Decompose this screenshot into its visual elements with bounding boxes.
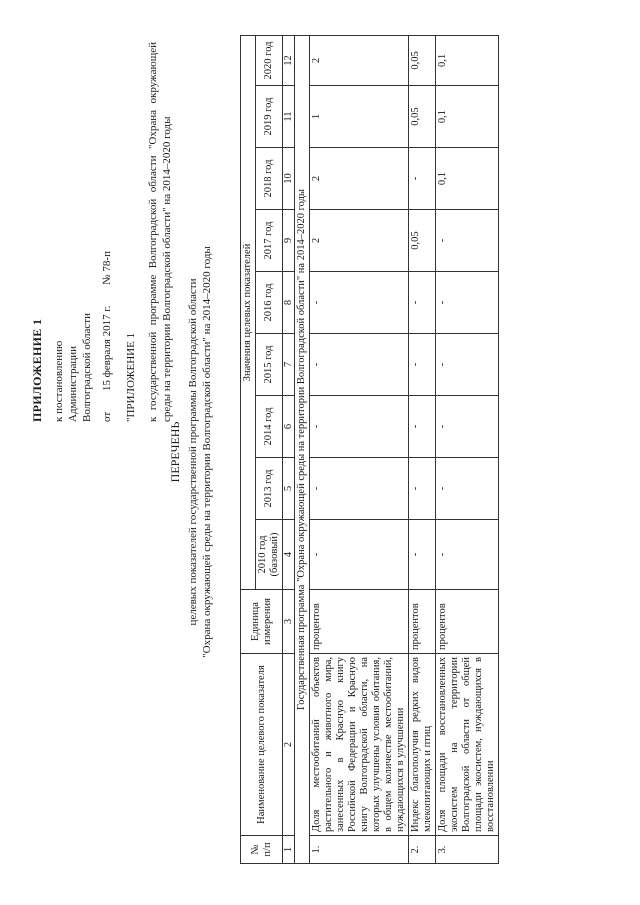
indicator-name: Доля площади восстановленных экосистем на территории Волгоградской области от общей площади экосистем, нуждающихся в восстановлении xyxy=(436,654,499,836)
indicators-table xyxy=(240,35,499,864)
document-title xyxy=(168,52,214,852)
indicator-unit: процентов xyxy=(409,590,436,654)
value-cell: - xyxy=(436,458,499,520)
value-cell: - xyxy=(409,272,436,334)
column-number: 3 xyxy=(283,590,295,654)
value-cell: 2 xyxy=(310,210,409,272)
header-year: 2015 год xyxy=(256,334,283,396)
value-cell: - xyxy=(409,396,436,458)
column-number: 11 xyxy=(283,86,295,148)
column-number: 12 xyxy=(283,35,295,85)
indicator-unit: процентов xyxy=(310,590,409,654)
header-year: 2013 год xyxy=(256,458,283,520)
value-cell: - xyxy=(436,272,499,334)
row-number: 1. xyxy=(310,836,409,864)
value-cell: - xyxy=(436,210,499,272)
value-cell: - xyxy=(310,396,409,458)
title-line-2: "Охрана окружающей среды на территории Волгоградской области" на 2014–2020 годы xyxy=(201,246,213,658)
document-page xyxy=(10,12,630,892)
header-year: 2010 год (базовый) xyxy=(256,520,283,590)
indicator-name: Доля местообитаний объектов растительного и животного мира, занесенных в Красную книгу Российской Федерации и Красную книгу Волгоградской области, на которых улучшены условия обитания, в общем количестве местообитаний, нуждающихся в улучшении xyxy=(310,654,409,836)
table-row xyxy=(436,35,499,863)
header-year: 2014 год xyxy=(256,396,283,458)
value-cell: 2 xyxy=(310,148,409,210)
program-reference: к государственной программе Волгоградской области "Охрана окружающей среды на территории Волгоградской области" на 2014–2020 годы xyxy=(147,42,173,422)
value-cell: 0,05 xyxy=(409,210,436,272)
indicator-unit: процентов xyxy=(436,590,499,654)
column-number: 9 xyxy=(283,210,295,272)
header-year: 2019 год xyxy=(256,86,283,148)
value-cell: 0,1 xyxy=(436,148,499,210)
header-year: 2018 год xyxy=(256,148,283,210)
header-unit: Единица измерения xyxy=(241,590,283,654)
value-cell: 2 xyxy=(310,35,409,85)
value-cell: - xyxy=(409,458,436,520)
value-cell: - xyxy=(409,520,436,590)
column-number: 4 xyxy=(283,520,295,590)
value-cell: 0,05 xyxy=(409,35,436,85)
value-cell: - xyxy=(310,334,409,396)
header-year: 2017 год xyxy=(256,210,283,272)
indicator-name: Индекс благополучия редких видов млекопитающих и птиц xyxy=(409,654,436,836)
value-cell: 0,05 xyxy=(409,86,436,148)
resolution-number: 78-п xyxy=(101,251,113,272)
title-line-1: целевых показателей государственной программы Волгоградской области xyxy=(187,278,199,626)
value-cell: 0,1 xyxy=(436,35,499,85)
value-cell: - xyxy=(409,148,436,210)
column-number: 1 xyxy=(283,836,295,864)
title-main: ПЕРЕЧЕНЬ xyxy=(168,421,182,483)
table-row xyxy=(310,35,409,863)
header-num: № п/п xyxy=(241,836,283,864)
table-row xyxy=(409,35,436,863)
column-number: 8 xyxy=(283,272,295,334)
region-line: Волгоградской области xyxy=(81,313,93,422)
column-number: 6 xyxy=(283,396,295,458)
resolution-line: к постановлению xyxy=(53,340,65,422)
resolution-date: от 15 февраля 2017 г. № 78-п xyxy=(101,251,113,422)
date-value: 15 февраля 2017 г. xyxy=(101,305,113,392)
header-values-group: Значения целевых показателей xyxy=(241,35,256,589)
appendix-header xyxy=(30,42,174,422)
row-number: 3. xyxy=(436,836,499,864)
header-year: 2020 год xyxy=(256,35,283,85)
header-name: Наименование целевого показателя xyxy=(241,654,283,836)
header-year: 2016 год xyxy=(256,272,283,334)
value-cell: - xyxy=(310,458,409,520)
value-cell: - xyxy=(436,396,499,458)
row-number: 2. xyxy=(409,836,436,864)
value-cell: - xyxy=(409,334,436,396)
appendix-quoted-label: "ПРИЛОЖЕНИЕ 1 xyxy=(125,332,137,422)
administration-line: Администрации xyxy=(67,345,79,422)
value-cell: - xyxy=(436,334,499,396)
value-cell: - xyxy=(310,520,409,590)
column-numbers-row xyxy=(283,35,295,863)
column-number: 10 xyxy=(283,148,295,210)
value-cell: 1 xyxy=(310,86,409,148)
program-row: Государственная программа "Охрана окружающей среды на территории Волгоградской области" на 2014–2020 годы xyxy=(295,35,310,863)
column-number: 5 xyxy=(283,458,295,520)
column-number: 2 xyxy=(283,654,295,836)
value-cell: 0,1 xyxy=(436,86,499,148)
column-number: 7 xyxy=(283,334,295,396)
appendix-label: ПРИЛОЖЕНИЕ 1 xyxy=(30,318,44,422)
value-cell: - xyxy=(436,520,499,590)
value-cell: - xyxy=(310,272,409,334)
